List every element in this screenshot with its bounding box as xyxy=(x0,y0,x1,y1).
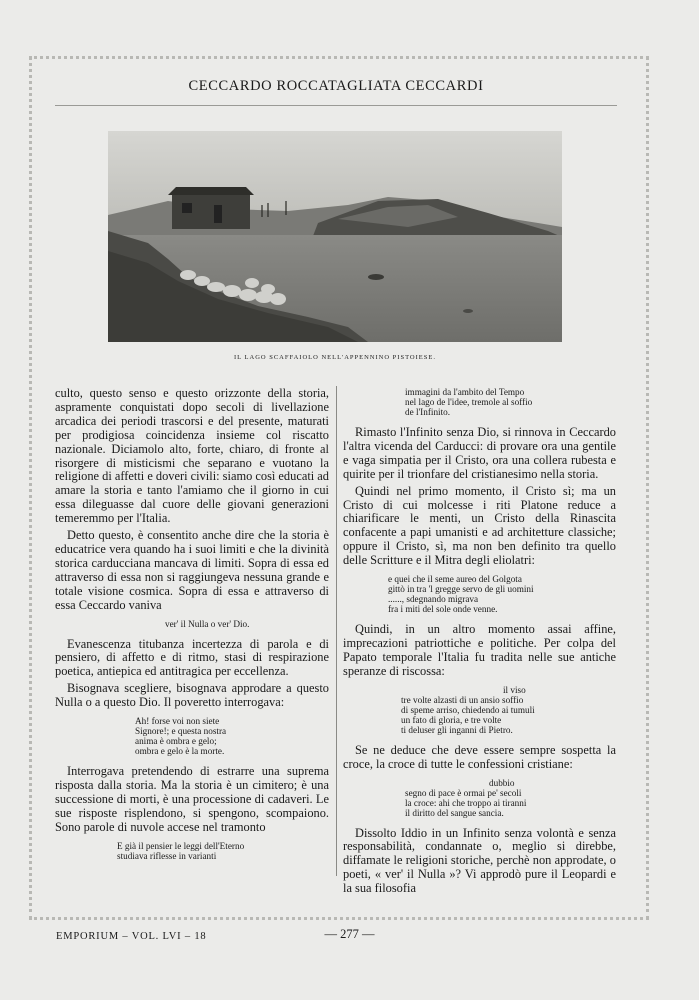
paragraph: Dissolto Iddio in un Infinito senza volontà e senza responsabilità, condannate o, meglio si direbbe, diffamate le religioni storiche, perchè non approdate, o poeti, « ver' il Nulla »? Vi approdò pure il Leopardi e la sua filosofia xyxy=(343,825,616,896)
verse-line: nel lago de l'idee, tremole al soffio xyxy=(405,397,533,407)
verse-line: ver' il Nulla o ver' Dio. xyxy=(165,618,250,629)
verse-line: ......, sdegnando migrava xyxy=(388,594,479,605)
verse-line: di speme arriso, chiedendo ai tumuli xyxy=(401,704,535,715)
verse-line: de l'Infinito. xyxy=(405,407,451,417)
verse-quote xyxy=(343,778,616,818)
lake-photograph xyxy=(108,131,562,342)
verse-line: tre volte alzasti di un ansio soffio xyxy=(401,694,524,705)
verse-quote xyxy=(343,387,616,417)
paragraph: Bisognava scegliere, bisognava approdare a questo Nulla o a questo Dio. Il poveretto interrogava: xyxy=(55,681,329,710)
verse-line: immagini da l'ambito del Tempo xyxy=(405,387,525,397)
verse-line: Ah! forse voi non siete xyxy=(135,716,220,727)
verse-quote xyxy=(55,716,329,756)
running-header: CECCARDO ROCCATAGLIATA CECCARDI xyxy=(188,78,484,94)
verse-line: E già il pensier le leggi dell'Eterno xyxy=(117,840,245,851)
verse-quote xyxy=(55,619,329,629)
verse-line: e quei che il seme aureo del Golgota xyxy=(388,574,522,585)
paragraph: Interrogava pretendendo di estrarre una suprema risposta dalla storia. Ma la storia è un cimitero; è una successione di morti, è una processione di cadaveri. Le sue risposte risplendono, si spengono, scompaiono. Sono parole di nuvole accese nel tramonto xyxy=(55,764,329,834)
verse-line: Signore!; e questa nostra xyxy=(135,726,227,737)
page-number: — 277 — xyxy=(324,927,375,941)
paragraph: culto, questo senso e questo orizzonte della storia, aspramente conquistati dopo secoli di livellazione arcadica dei periodi trascorsi e del presente, maturati per prodigiosa coincidenza insieme col riscatto nazionale. Diciamolo alto, forte, chiaro, di fronte al risorgere di misticismi che separano e vuotano la religione di affetti e doveri civili: siamo così educati ad amare la storia e tanto l'amiamo che il giorno in cui essa dileguasse dal cuore delle giovani generazioni temeremmo per l'Italia. xyxy=(55,386,329,526)
paragraph: Rimasto l'Infinito senza Dio, si rinnova in Ceccardo l'altra vicenda del Carducci: di provare ora una gentile e vaga simpatia per il Cristo, ora una collera rubesta e quirite per il trionfare del cristianesimo nella storia. xyxy=(343,425,616,481)
verse-line: il diritto del sangue sancia. xyxy=(405,807,504,818)
left-column xyxy=(55,387,329,870)
header-rule xyxy=(55,105,617,106)
verse-quote xyxy=(343,574,616,614)
paragraph: Se ne deduce che deve essere sempre sospetta la croce, la croce di tutte le confessioni cristiane: xyxy=(343,742,616,771)
verse-line: segno di pace è ormai pe' secoli xyxy=(405,787,522,798)
verse-line: la croce: ahi che troppo ai tiranni xyxy=(405,797,527,808)
verse-line: ti deluser gli inganni di Pietro. xyxy=(401,724,513,735)
column-divider xyxy=(336,386,337,876)
verse-line: studiava riflesse in varianti xyxy=(117,850,217,861)
paragraph: Detto questo, è consentito anche dire che la storia è educatrice vera quando ha i suoi limiti e che la divinità storica carducciana mancava di limiti. Sopra di essa ed attraverso di essa non si raggiungeva nessuna grande e totale visione cosmica. Sopra di essa e attraverso di essa Ceccardo vaniva xyxy=(55,528,329,612)
paragraph: Evanescenza titubanza incertezza di parola e di pensiero, di affetto e di ritmo, stasi di respirazione poetica, antiepica ed antitragica per eccellenza. xyxy=(55,636,329,679)
verse-line: anima è ombra e gelo; xyxy=(135,736,217,747)
verse-quote xyxy=(343,685,616,735)
photo-caption: IL LAGO SCAFFAIOLO NELL'APPENNINO PISTOIESE. xyxy=(234,354,436,361)
verse-line: un fato di gloria, e tre volte xyxy=(401,714,502,725)
verse-quote xyxy=(55,841,329,861)
verse-line: fra i miti del sole onde venne. xyxy=(388,604,498,615)
verse-line: dubbio xyxy=(489,777,515,788)
verse-line: il viso xyxy=(503,684,526,695)
right-column xyxy=(343,387,616,899)
footer-journal: EMPORIUM – VOL. LVI – 18 xyxy=(56,931,207,942)
verse-line: ombra e gelo è la morte. xyxy=(135,746,225,757)
paragraph: Quindi nel primo momento, il Cristo sì; ma un Cristo di cui molcesse i riti Platone reduce a chiarificare le menti, un Cristo della Rinascita confacente a papi umanisti e ad architetture classiche; oppure il Cristo, sì, ma non ben definito tra quello delle Scritture e il Mitra degli eliolatri: xyxy=(343,483,616,568)
paragraph: Quindi, in un altro momento assai affine, imprecazioni patriottiche e politiche. Per colpa del Papato temporale l'Italia fu tradita nelle sue antiche speranze di riscossa: xyxy=(343,622,616,678)
verse-line: gittò in tra 'l gregge servo de gli uomini xyxy=(388,584,534,595)
